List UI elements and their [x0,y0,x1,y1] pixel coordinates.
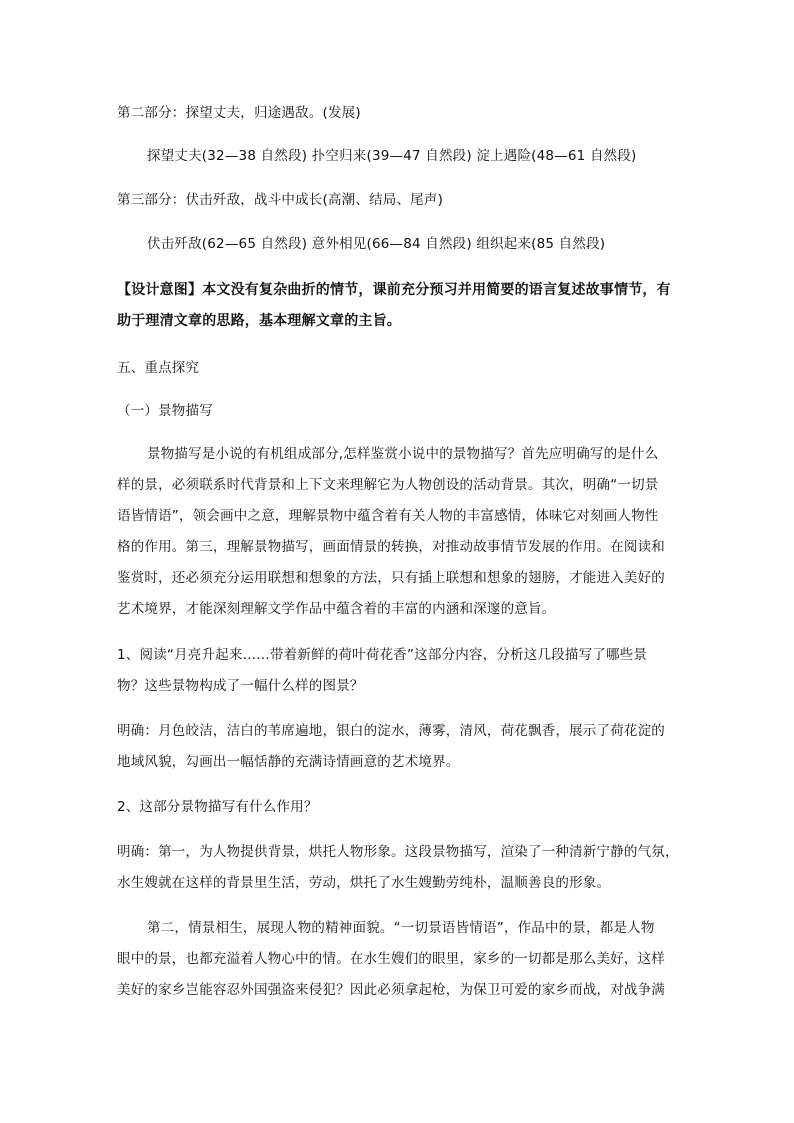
design-intent-line-2: 助于理清文章的思路，基本理解文章的主旨。 [117,313,401,329]
part-two-sections: 探望丈夫(32—38 自然段) 扑空归来(39—47 自然段) 淀上遇险(48—61 自然段) [147,148,637,164]
part-three-heading: 第三部分：伏击歼敌，战斗中成长(高潮、结局、尾声) [117,192,444,208]
paragraph-line: 景物描写是小说的有机组成部分,怎样鉴赏小说中的景物描写？首先应明确写的是什么 [147,446,659,462]
paragraph-line: 鉴赏时，还必须充分运用联想和想象的方法，只有插上联想和想象的翅膀，才能进入美好的 [117,570,665,586]
paragraph-line: 艺术境界，才能深刻理解文学作品中蕴含着的丰富的内涵和深邃的意旨。 [117,601,556,617]
paragraph-line: 第二，情景相生，展现人物的精神面貌。“一切景语皆情语”，作品中的景，都是人物 [147,920,655,936]
subsection-heading: （一）景物描写 [117,403,213,419]
paragraph-line: 语皆情语”，领会画中之意，理解景物中蕴含着有关人物的丰富感情，体味它对刻画人物性 [117,508,659,524]
design-intent-line-1: 【设计意图】本文没有复杂曲折的情节，课前充分预习并用简要的语言复述故事情节，有 [117,282,671,298]
part-two-heading: 第二部分：探望丈夫，归途遇敌。(发展) [117,105,361,121]
answer-two-line: 明确：第一，为人物提供背景，烘托人物形象。这段景物描写，渲染了一种清新宁静的气氛， [117,844,679,860]
paragraph-line: 样的景，必须联系时代背景和上下文来理解它为人物创设的活动背景。其次，明确“一切景 [117,477,659,493]
part-three-sections: 伏击歼敌(62—65 自然段) 意外相见(66—84 自然段) 组织起来(85 自然段) [147,236,606,252]
paragraph-line: 格的作用。第三，理解景物描写，画面情景的转换，对推动故事情节发展的作用。在阅读和 [117,539,665,555]
question-one-line: 1、阅读“月亮升起来……带着新鲜的荷叶荷花香”这部分内容，分析这几段描写了哪些景 [117,647,648,663]
question-two: 2、这部分景物描写有什么作用？ [117,799,318,815]
paragraph-line: 眼中的景，也都充溢着人物心中的情。在水生嫂们的眼里，家乡的一切都是那么美好，这样 [117,951,665,967]
answer-two-line: 水生嫂就在这样的背景里生活，劳动，烘托了水生嫂勤劳纯朴，温顺善良的形象。 [117,875,611,891]
answer-one-line: 明确：月色皎洁，洁白的苇席遍地，银白的淀水，薄雾，清风，荷花飘香，展示了荷花淀的 [117,723,665,739]
paragraph-line: 美好的家乡岂能容忍外国强盗来侵犯？因此必须拿起枪，为保卫可爱的家乡而战，对战争满 [117,982,665,998]
answer-one-line: 地域风貌，勾画出一幅恬静的充满诗情画意的艺术境界。 [117,754,460,770]
section-heading: 五、重点探究 [117,360,200,376]
question-one-line: 物？这些景物构成了一幅什么样的图景？ [117,678,364,694]
